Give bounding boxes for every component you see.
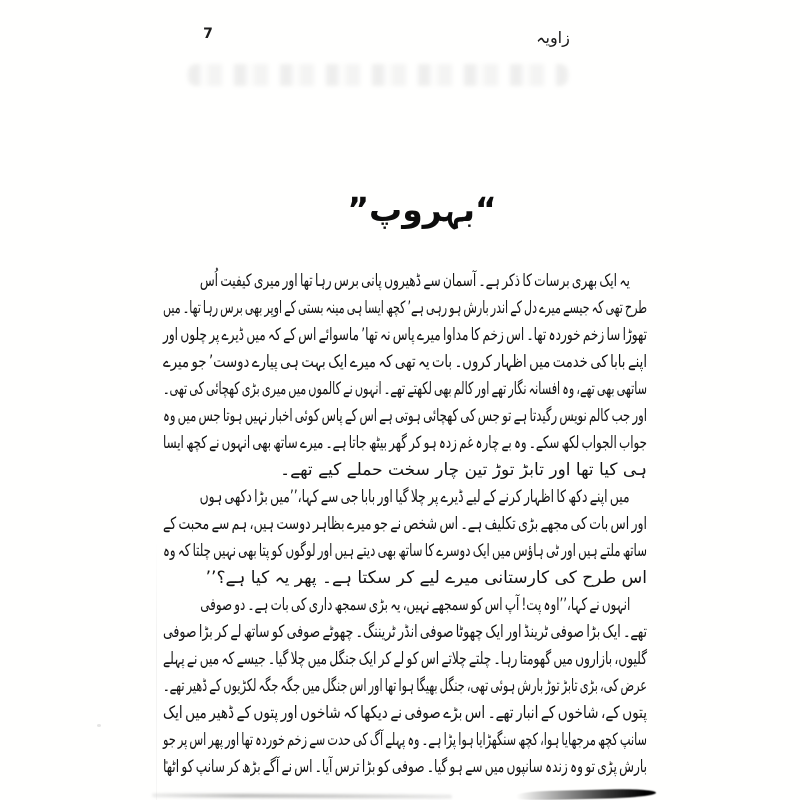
text-line: تھے۔ ایک بڑا صوفی ٹرینڈ اور ایک چھوٹا صوفی انڈر ٹریننگ۔ چھوٹے صوفی کو ساتھ لے کر بڑا صوفی: [162, 622, 647, 642]
text-line: اپنے بابا کی خدمت میں اظہار کروں۔ بات یہ تھی کہ میرے ایک بہت ہی پیارے دوست’ جو میرے: [162, 352, 647, 372]
text-line: اور جب کالم نویس رگیدتا ہے تو جس کی کھچائی ہوتی ہے اس کے پاس کوئی اخبار نہیں ہوتا جس میں وہ: [162, 406, 647, 426]
paragraph-3: [163, 592, 647, 781]
text-line: گلیوں، بازاروں میں گھومتا رہا۔ چلتے چلاتے اس کو لے کر ایک جنگل میں چلا گیا۔ جیسے کہ میں نے پہلے: [163, 649, 647, 669]
text-line: میں اپنے دکھ کا اظہار کرنے کے لیے ڈیرے پر چلا گیا اور بابا جی سے کہا،’’میں بڑا دکھی ہوں: [199, 487, 630, 507]
story-text: [163, 268, 647, 781]
story-title: “بہروپ”: [347, 190, 497, 229]
paragraph-2: [163, 484, 647, 592]
text-line: انہوں نے کہا،’’اوہ پت! آپ اس کو سمجھے نہیں، یہ بڑی سمجھ داری کی بات ہے۔ دو صوفی: [200, 595, 631, 615]
ink-bleed-ghost: [188, 64, 568, 86]
scan-artifact: [165, 761, 168, 764]
text-line: ساتھی بھی تھے، وہ افسانہ نگار تھے اور کالم بھی لکھتے تھے۔ انہوں نے کالموں میں میری بڑی کھچائی کی تھی۔: [163, 379, 648, 399]
text-line: عرض کی، بڑی تابڑ توڑ بارش ہوئی تھی، جنگل بھیگا ہوا تھا اور اس جنگل میں جگہ جگہ لکڑیوں کے ڈھیر تھے۔: [163, 676, 648, 696]
text-line: سانپ کچھ مرجھایا ہوا، کچھ سنگھڑایا ہوا پڑا ہے۔ وہ پہلے آگ کی حدت سے زخم خوردہ تھا اور پھر اس پر جو: [162, 730, 647, 750]
book-bottom-edge: [516, 788, 656, 800]
running-header-book-title: زاویہ: [536, 28, 570, 47]
text-line: جواب الجواب لکھ سکے۔ وہ بے چارہ غم زدہ ہو کر گھر بیٹھ جاتا ہے۔ میرے ساتھ بھی انہوں نے کچھ ایسا: [163, 433, 648, 453]
page-number: 7: [203, 26, 213, 42]
paragraph-1: [163, 268, 647, 484]
scan-smudge: [152, 793, 452, 798]
text-line: ہی کیا تھا اور تابڑ توڑ تین چار سخت حملے کیے تھے۔: [280, 460, 647, 480]
page-edge-line: [156, 540, 157, 800]
scan-artifact: [97, 724, 101, 727]
text-line: اور اس بات کی مجھے بڑی تکلیف ہے۔ اس شخص نے جو میرے بظاہر دوست ہیں، ہم سے محبت کے: [162, 514, 647, 534]
text-line: بارش پڑی تو وہ زندہ سانپوں میں سے ہو گیا۔ صوفی کو بڑا ترس آیا۔ اس نے آگے بڑھ کر سانپ کو اٹھا: [162, 757, 647, 777]
text-line: تھوڑا سا زخم خوردہ تھا۔ اس زخم کا مداوا میرے پاس نہ تھا’ ماسوائے اس کے کہ میں ڈیرے پر چلوں اور: [163, 325, 647, 345]
text-line: پتوں کے، شاخوں کے انبار تھے۔ اس بڑے صوفی نے دیکھا کہ شاخوں اور پتوں کے ڈھیر میں ایک: [163, 703, 647, 723]
text-line: ساتھ ملتے ہیں اور ٹی ہاؤس میں ایک دوسرے کا ساتھ بھی دیتے ہیں اور لوگوں کو پتا بھی نہیں چلتا کہ وہ: [162, 541, 648, 561]
text-line: یہ ایک بھری برسات کا ذکر ہے۔ آسمان سے ڈھیروں پانی برس رہا تھا اور میری کیفیت اُس: [199, 271, 630, 291]
text-line: طرح تھی کہ جیسے میرے دل کے اندر بارش ہو رہی ہے’ کچھ ایسا ہی مینہ بستی کے اوپر بھی برس رہا تھا۔ میں: [162, 298, 647, 318]
text-line: اس طرح کی کارستانی میرے لیے کر سکتا ہے۔ پھر یہ کیا ہے؟’’: [205, 568, 647, 588]
